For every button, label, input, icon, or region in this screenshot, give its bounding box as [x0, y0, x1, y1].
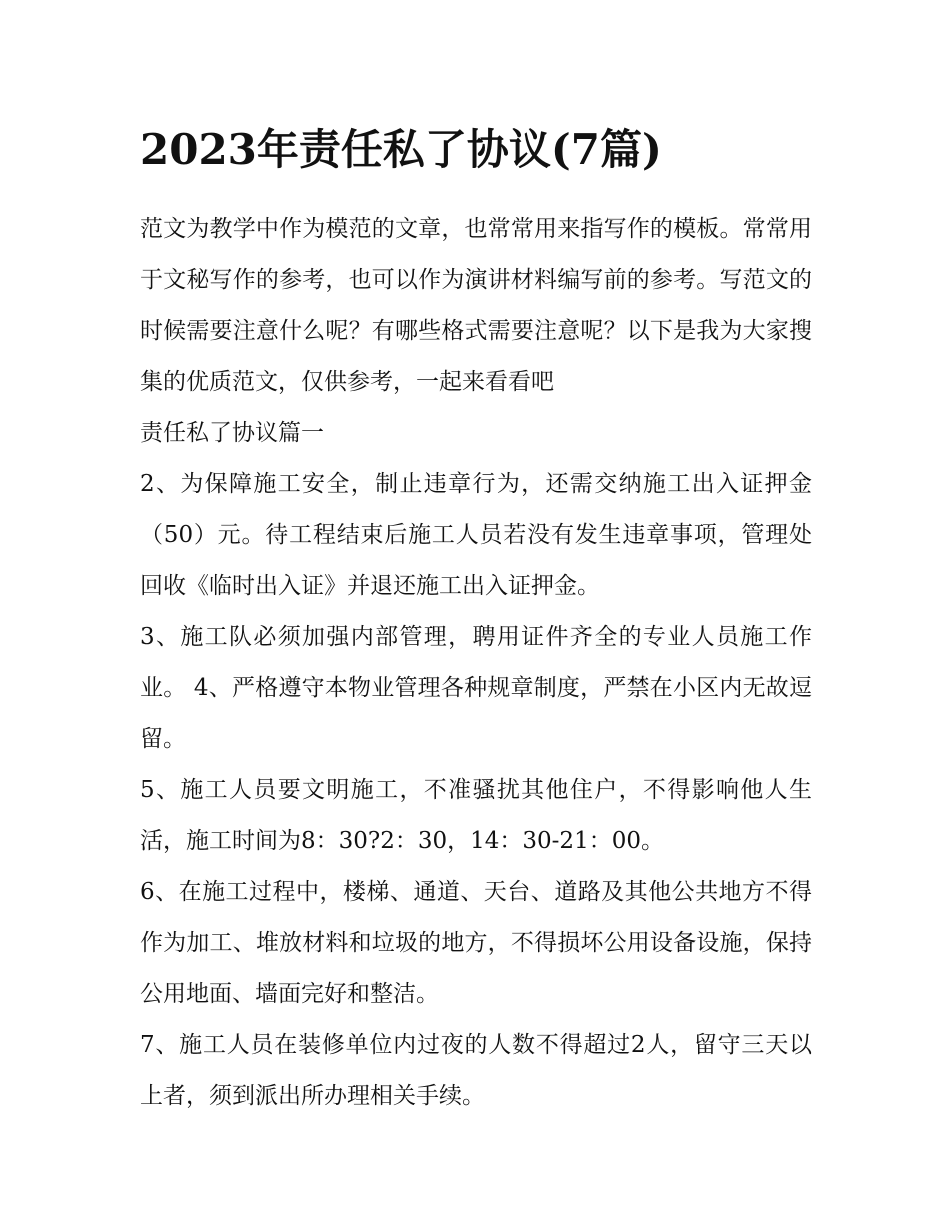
clause-6: 6、在施工过程中，楼梯、通道、天台、道路及其他公共地方不得作为加工、堆放材料和垃圾的地方，不得损坏公用设备设施，保持公用地面、墙面完好和整洁。: [140, 879, 812, 1007]
clause-2: 2、为保障施工安全，制止违章行为，还需交纳施工出入证押金（50）元。待工程结束后施工人员若没有发生违章事项，管理处回收《临时出入证》并退还施工出入证押金。: [140, 471, 812, 599]
document-title: 2023年责任私了协议(7篇): [140, 125, 662, 174]
clause-7: 7、施工人员在装修单位内过夜的人数不得超过2人，留守三天以上者，须到派出所办理相关手续。: [140, 1032, 812, 1109]
clause-3-4: 3、施工队必须加强内部管理，聘用证件齐全的专业人员施工作业。 4、严格遵守本物业管理各种规章制度，严禁在小区内无故逗留。: [140, 624, 812, 752]
section-heading: 责任私了协议篇一: [140, 420, 324, 446]
intro-paragraph: 范文为教学中作为模范的文章，也常常用来指写作的模板。常常用于文秘写作的参考，也可以作为演讲材料编写前的参考。写范文的时候需要注意什么呢？有哪些格式需要注意呢？以下是我为大家搜集的优质范文，仅供参考，一起来看看吧: [140, 216, 812, 395]
clause-5: 5、施工人员要文明施工，不准骚扰其他住户，不得影响他人生活，施工时间为8：30?2：30，14：30-21：00。: [140, 777, 812, 854]
document-page: [140, 118, 812, 1122]
